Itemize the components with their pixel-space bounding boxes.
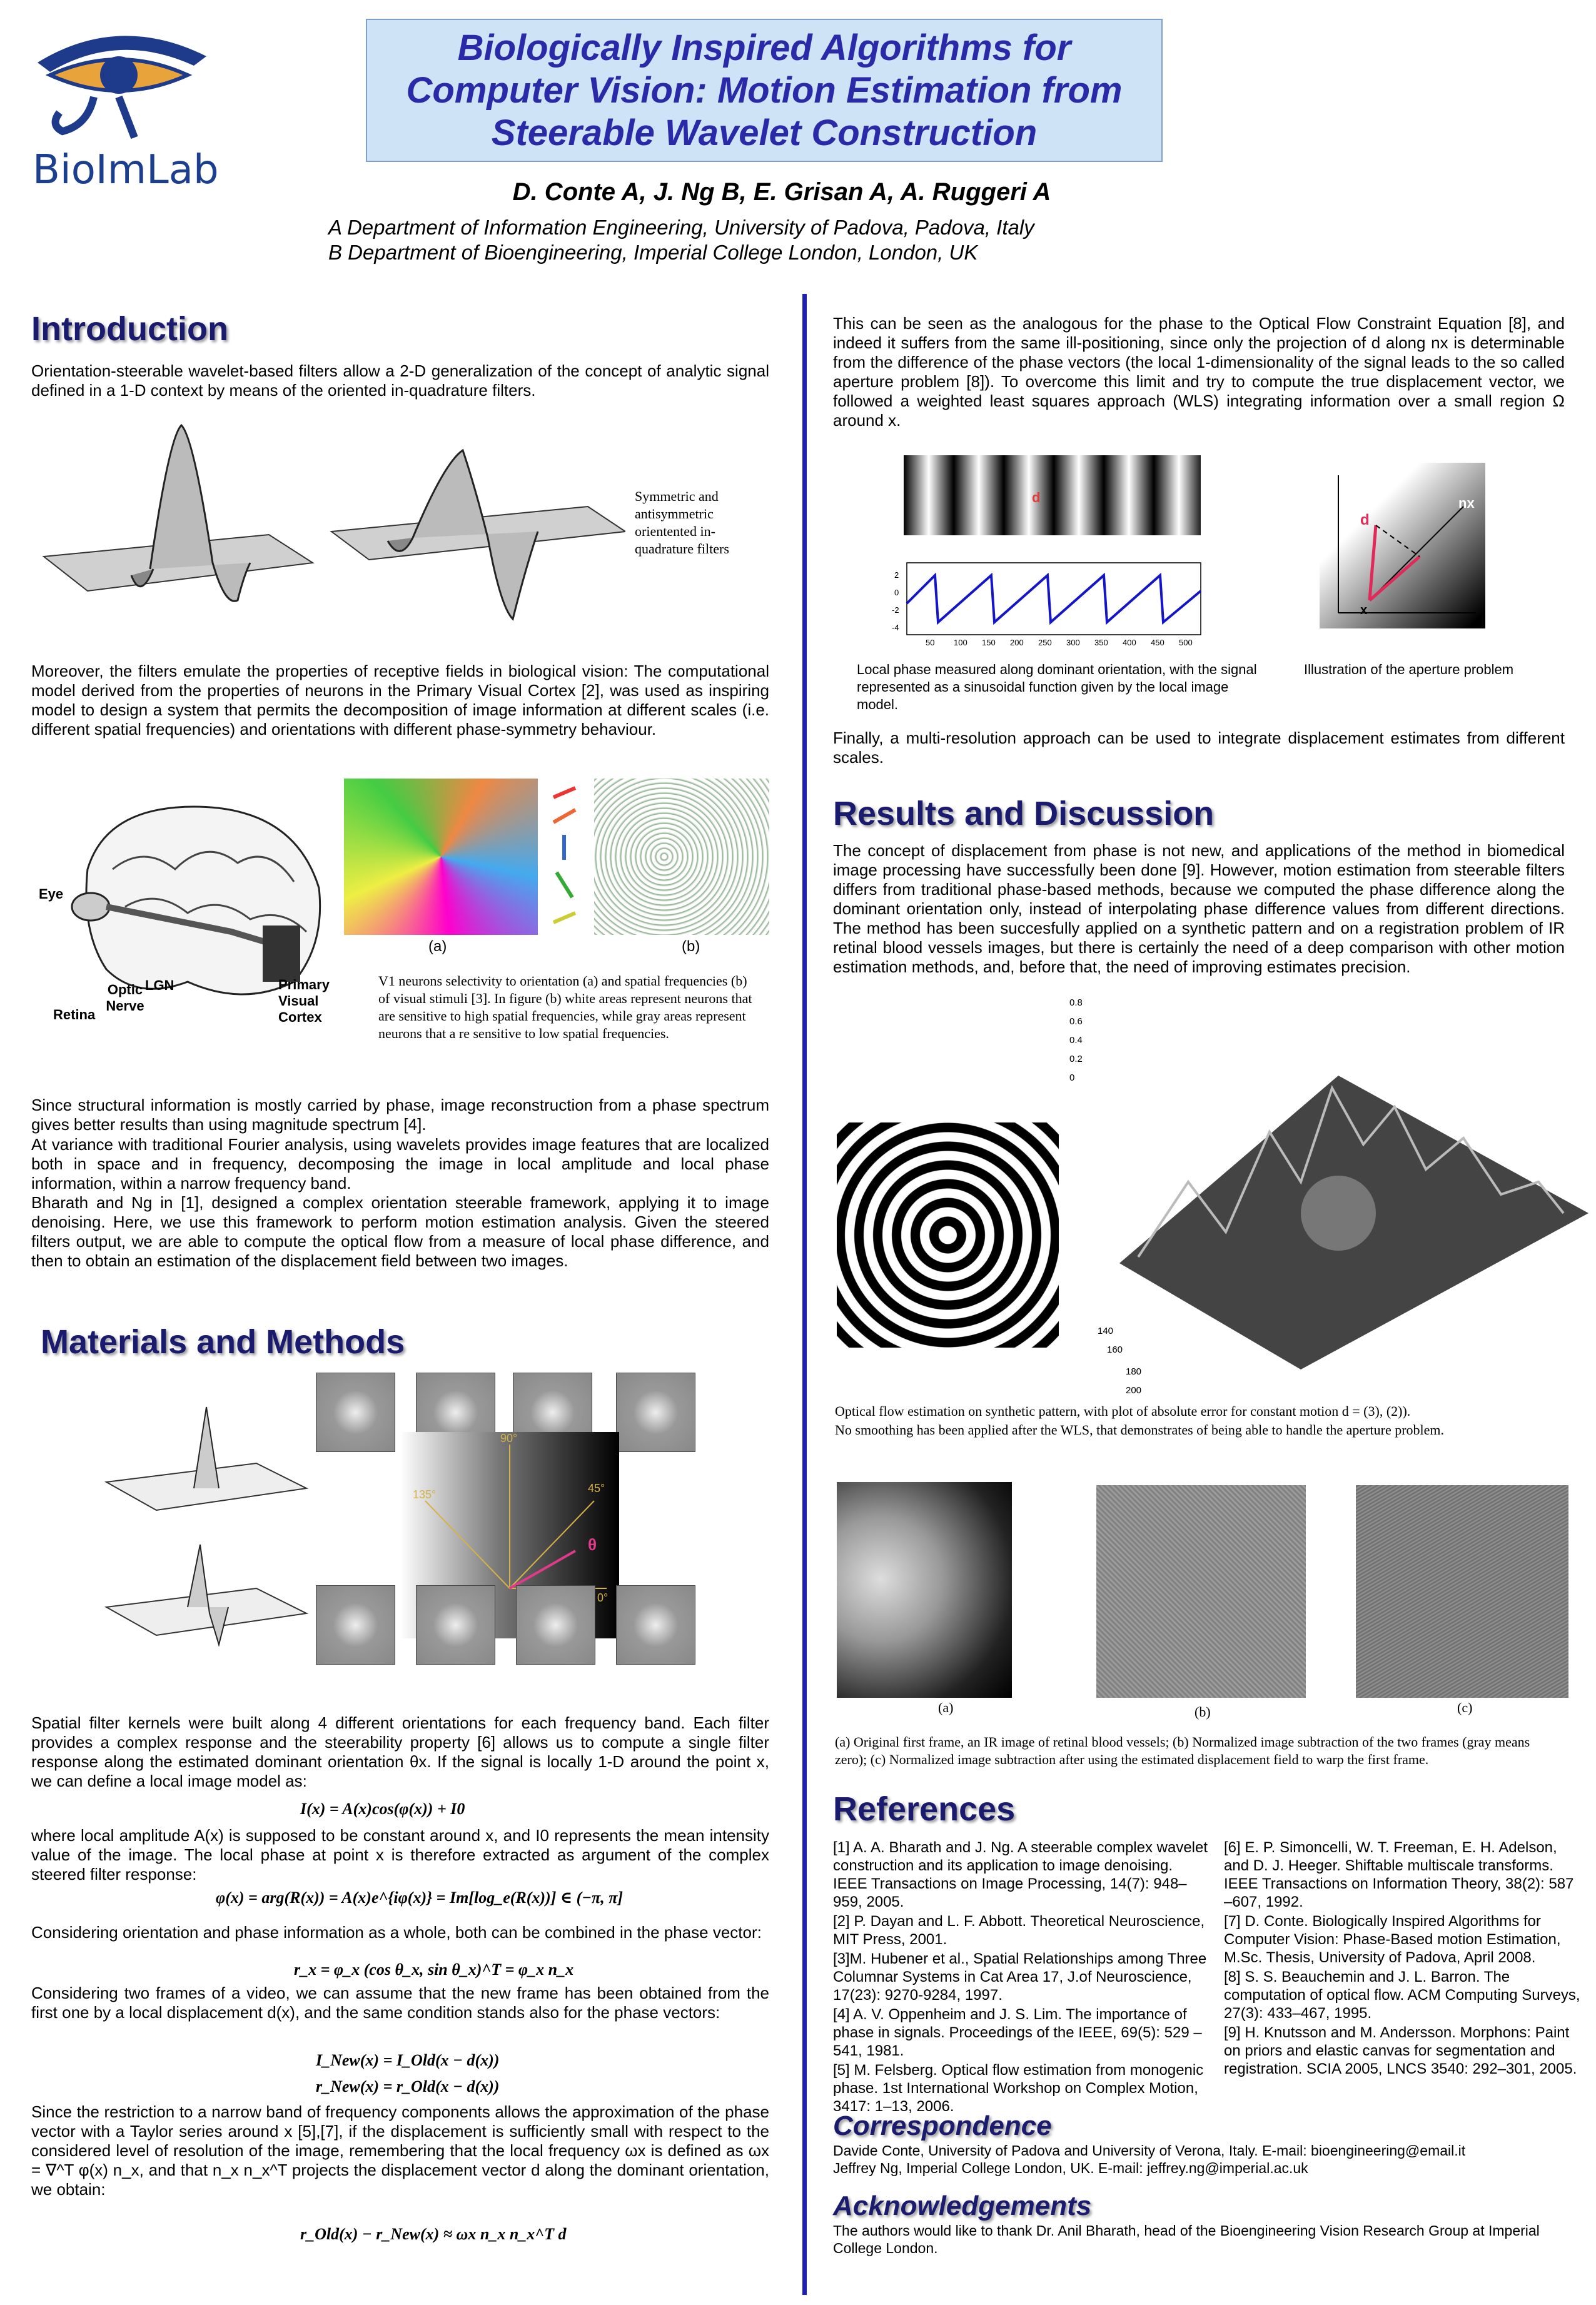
intro-paragraph: Orientation-steerable wavelet-based filters allow a 2-D generalization of the concept of analytic signal defined in a 1-D context by means of the oriented in-quadrature filters.: [31, 361, 769, 400]
flow-caption: Optical flow estimation on synthetic pattern, with plot of absolute error for constant motion d = (3), (2)).: [835, 1403, 1411, 1419]
methods-paragraph: Since the restriction to a narrow band of frequency components allows the approximation of the phase vector with a Taylor series around x [5],[7], if the displacement is sufficiently small with respect to the considered level of resolution of the image, remembering that the local frequency ωx is defined as ωx = ∇^T φ(x) n_x, and that n_x n_x^T projects the displacement vector d along the dominant orientation, we obtain:: [31, 2102, 769, 2199]
correspondence-line: Davide Conte, University of Padova and University of Verona, Italy. E-mail: bioengineering@email.it: [833, 2142, 1466, 2159]
z-tick: 0.8: [1069, 997, 1083, 1008]
reference-item: [3]M. Hubener et al., Spatial Relationships among Three Columnar Systems in Cat Area 17, J.of Neuroscience, 17(23): 9270-9284, 1997.: [833, 1950, 1207, 2004]
y-tick: -2: [892, 605, 899, 615]
error-surface-plot: [1063, 994, 1595, 1401]
results-heading: Results and Discussion: [833, 795, 1215, 832]
correspondence-line: Jeffrey Ng, Imperial College London, UK. E-mail: jeffrey.ng@imperial.ac.uk: [833, 2160, 1308, 2176]
retina-caption: (a) Original first frame, an IR image of retinal blood vessels; (b) Normalized image subtraction of the two frames (gray means zero); (c) Normalized image subtraction after using the estimated displacement field to warp the first frame.: [835, 1734, 1530, 1767]
affiliation-a: A Department of Information Engineering, University of Padova, Padova, Italy: [328, 216, 1034, 239]
reference-item: [8] S. S. Beauchemin and J. L. Barron. The computation of optical flow. ACM Computing Surveys, 27(3): 433–467, 1995.: [1224, 1969, 1580, 2022]
methods-paragraph: Considering orientation and phase information as a whole, both can be combined in the phase vector:: [31, 1923, 762, 1942]
lgn-label: LGN: [145, 977, 174, 993]
wls-paragraph: This can be seen as the analogous for the phase to the Optical Flow Constraint Equation [8], and indeed it suffers from the same ill-positioning, since only the projection of d along nx is determinable from the difference of the phase vectors (the local 1-dimensionality of the signal leads to the so called aperture problem [8]). To overcome this limit and try to compute the true displacement vector, we followed a weighted least squares approach (WLS) integrating information over a small region Ω around x.: [833, 314, 1565, 430]
reference-item: [9] H. Knutsson and M. Andersson. Morphons: Paint on priors and elastic canvas for segmentation and registration. SCIA 2005, LNCS 3540: 292–301, 2005.: [1224, 2024, 1577, 2077]
methods-paragraph: Considering two frames of a video, we can assume that the new frame has been obtained from the first one by a local displacement d(x), and the same condition stands also for the phase vectors:: [31, 1984, 769, 2022]
local-phase-caption: Local phase measured along dominant orientation, with the signal represented as a sinusoidal function given by the local image model.: [857, 662, 1257, 712]
sinusoidal-pattern: [904, 455, 1201, 535]
spatial-frequency-map-b: [594, 779, 769, 935]
x-tick: 450: [1151, 638, 1164, 647]
x-tick: 400: [1123, 638, 1136, 647]
x-tick: 250: [1038, 638, 1052, 647]
reference-item: [4] A. V. Oppenheim and J. S. Lim. The importance of phase in signals. Proceedings of the IEEE, 69(5): 529 –541, 1981.: [833, 2006, 1202, 2059]
retina-label-a: (a): [938, 1700, 954, 1715]
reference-item: [2] P. Dayan and L. F. Abbott. Theoretical Neuroscience, MIT Press, 2001.: [833, 1913, 1205, 1948]
v1-caption: V1 neurons selectivity to orientation (a) and spatial frequencies (b) of visual stimuli [3]. In figure (b) white areas represent neurons that are sensitive to high spatial frequencies, while gray areas represent neurons that a re sensitive to low spatial frequencies.: [378, 973, 752, 1041]
orientation-map-a: [344, 779, 538, 935]
x-tick: 200: [1126, 1385, 1142, 1396]
authors: D. Conte A, J. Ng B, E. Grisan A, A. Ruggeri A: [512, 178, 1051, 206]
title-line: Biologically Inspired Algorithms for: [457, 27, 1071, 68]
retina-image-b: [1096, 1485, 1306, 1698]
flow-caption: No smoothing has been applied after the WLS, that demonstrates of being able to handle the aperture problem.: [835, 1422, 1445, 1438]
fig-a-label: (a): [428, 938, 447, 955]
references-right: [1224, 1838, 1580, 2079]
filter-kernel: [616, 1373, 695, 1452]
angle-45-label: 45°: [588, 1482, 605, 1495]
column-divider: [802, 294, 807, 2295]
angle-0-label: 0°: [597, 1591, 609, 1604]
orientation-legend: [544, 779, 588, 935]
x-tick: 100: [954, 638, 967, 647]
title-line: Computer Vision: Motion Estimation from: [406, 69, 1123, 111]
z-tick: 0.4: [1069, 1035, 1083, 1046]
y-tick: -4: [892, 623, 899, 632]
filters-caption: Symmetric and antisymmetric orientented in-quadrature filters: [635, 488, 729, 557]
references-heading: References: [833, 1790, 1016, 1828]
primary-visual-cortex-label: Primary Visual Cortex: [278, 977, 330, 1025]
x-tick: 300: [1066, 638, 1080, 647]
equation-phase-vector: r_x = φ_x (cos θ_x, sin θ_x)^T = φ_x n_x: [294, 1960, 574, 1979]
retina-label: Retina: [53, 1007, 96, 1022]
quadrature-filters-figure: [38, 413, 625, 638]
wavelet-surface-figure: [100, 1395, 313, 1657]
theta-label: θ: [588, 1535, 597, 1554]
aperture-x-label: x: [1360, 603, 1368, 617]
intro-paragraph: At variance with traditional Fourier analysis, using wavelets provides image features that are localized both in space and in frequency, decomposing the image in local amplitude and local phase information, within a narrow frequency band.: [31, 1135, 769, 1193]
methods-paragraph: Spatial filter kernels were built along 4 different orientations for each frequency band. Each filter provides a complex response and the steerability property [6] allows us to compute a single filter response along the estimated dominant orientation θx. If the signal is locally 1-D around the point x, we can define a local image model as:: [31, 1713, 769, 1790]
acknowledgements-heading: Acknowledgements: [833, 2191, 1092, 2221]
intro-paragraph: Since structural information is mostly carried by phase, image reconstruction from a phase spectrum gives better results than using magnitude spectrum [4].: [31, 1096, 769, 1134]
retina-label-c: (c): [1457, 1700, 1473, 1715]
retina-image-a: [837, 1482, 1012, 1698]
pattern-d-label: d: [1032, 490, 1041, 505]
x-tick: 50: [926, 638, 935, 647]
filter-kernel: [416, 1585, 495, 1665]
equation-local-phase: φ(x) = arg(R(x)) = A(x)e^{iφ(x)} = Im[log_e(R(x))] ∈ (−π, π]: [216, 1889, 624, 1907]
local-phase-plot: [888, 560, 1207, 650]
reference-item: [7] D. Conte. Biologically Inspired Algorithms for Computer Vision: Phase-Based motion Estimation, M.Sc. Thesis, University of Padova, April 2008.: [1224, 1913, 1561, 1966]
aperture-nx-label: nx: [1458, 495, 1475, 511]
multiresolution-paragraph: Finally, a multi-resolution approach can be used to integrate displacement estimates from different scales.: [833, 729, 1565, 767]
filter-kernel: [316, 1585, 395, 1665]
x-tick: 200: [1010, 638, 1024, 647]
x-tick: 180: [1126, 1366, 1142, 1377]
reference-item: [6] E. P. Simoncelli, W. T. Freeman, E. H. Adelson, and D. J. Heeger. Shiftable multiscale transforms. IEEE Transactions on Information Theory, 38(2): 587 –607, 1992.: [1224, 1839, 1574, 1910]
aperture-d-label: d: [1360, 512, 1370, 528]
x-tick: 150: [982, 638, 996, 647]
optic-nerve-label: Optic Nerve: [106, 982, 144, 1014]
results-paragraph: The concept of displacement from phase is not new, and applications of the method in biomedical image processing have successfully been done [9]. However, motion estimation from steerable filters differs from traditional phase-based methods, because we computed the phase difference along the dominant orientation only, instead of interpolating phase difference values from different directions. The method has been succesfully applied on a synthetic pattern and on a registration problem of IR retinal blood vessels images, but there is certainly the need of a deep comparison with other motion estimation methods, and, before that, the need of improving estimates precision.: [833, 841, 1565, 976]
angle-135-label: 135°: [413, 1488, 437, 1501]
filter-kernel: [616, 1585, 695, 1665]
equation-local-image-model: I(x) = A(x)cos(φ(x)) + I0: [300, 1800, 465, 1818]
reference-item: [1] A. A. Bharath and J. Ng. A steerable complex wavelet construction and its application to image denoising. IEEE Transactions on Image Processing, 14(7): 948–959, 2005.: [833, 1839, 1208, 1910]
logo-text: BioImLab: [33, 147, 219, 193]
retina-label-b: (b): [1194, 1704, 1211, 1720]
z-tick: 0: [1069, 1072, 1075, 1083]
filter-kernel: [516, 1585, 595, 1665]
intro-paragraph: Moreover, the filters emulate the properties of receptive fields in biological vision: The computational model derived from the properties of neurons in the Primary Visual Cortex [2], was used as inspiring model to design a system that permits the decomposition of image information at different scales (i.e. different spatial frequencies) and orientations with different phase-symmetry behaviour.: [31, 662, 769, 739]
equation-phase-difference: r_Old(x) − r_New(x) ≈ ωx n_x n_x^T d: [300, 2225, 567, 2243]
equation-displacement-phase: r_New(x) = r_Old(x − d(x)): [316, 2077, 500, 2096]
y-tick: 0: [894, 588, 899, 597]
aperture-caption: Illustration of the aperture problem: [1304, 662, 1514, 677]
retina-image-c: [1356, 1485, 1568, 1698]
affiliation-b: B Department of Bioengineering, Imperial College London, London, UK: [328, 241, 978, 264]
bioimlab-logo: [25, 19, 219, 193]
acknowledgements-text: The authors would like to thank Dr. Anil Bharath, head of the Bioengineering Vision Research Group at Imperial College London.: [833, 2222, 1540, 2256]
x-tick: 500: [1179, 638, 1193, 647]
y-tick: 2: [894, 570, 899, 580]
intro-paragraph: Bharath and Ng in [1], designed a complex orientation steerable framework, applying it to image denoising. Here, we use this framework to perform motion estimation analysis. Given the steered filters output, we are able to compute the optical flow from a measure of local phase difference, and then to obtain an estimation of the displacement field between two images.: [31, 1193, 769, 1270]
x-tick: 350: [1094, 638, 1108, 647]
x-tick: 160: [1107, 1344, 1123, 1355]
angle-90-label: 90°: [500, 1432, 518, 1445]
methods-paragraph: where local amplitude A(x) is supposed to be constant around x, and I0 represents the mean intensity value of the image. The local phase at point x is therefore extracted as argument of the complex steered filter response:: [31, 1826, 769, 1884]
references-left: [833, 1838, 1208, 2117]
eye-of-horus-icon: [25, 19, 213, 144]
concentric-rings-pattern: [837, 1122, 1059, 1348]
z-tick: 0.6: [1069, 1016, 1083, 1027]
fig-b-label: (b): [682, 938, 700, 955]
z-tick: 0.2: [1069, 1054, 1083, 1064]
correspondence-heading: Correspondence: [833, 2111, 1052, 2141]
aperture-problem-figure: [1320, 463, 1485, 628]
equation-displacement-intensity: I_New(x) = I_Old(x − d(x)): [316, 2051, 500, 2069]
reference-item: [5] M. Felsberg. Optical flow estimation from monogenic phase. 1st International Workshop on Complex Motion, 3417: 1–13, 2006.: [833, 2062, 1204, 2115]
eye-label: Eye: [39, 886, 64, 902]
title-line: Steerable Wavelet Construction: [491, 112, 1038, 153]
methods-heading: Materials and Methods: [41, 1323, 405, 1361]
filter-kernel: [316, 1373, 395, 1452]
poster-title: [366, 19, 1163, 162]
x-tick: 140: [1098, 1326, 1114, 1336]
introduction-heading: Introduction: [31, 310, 228, 348]
